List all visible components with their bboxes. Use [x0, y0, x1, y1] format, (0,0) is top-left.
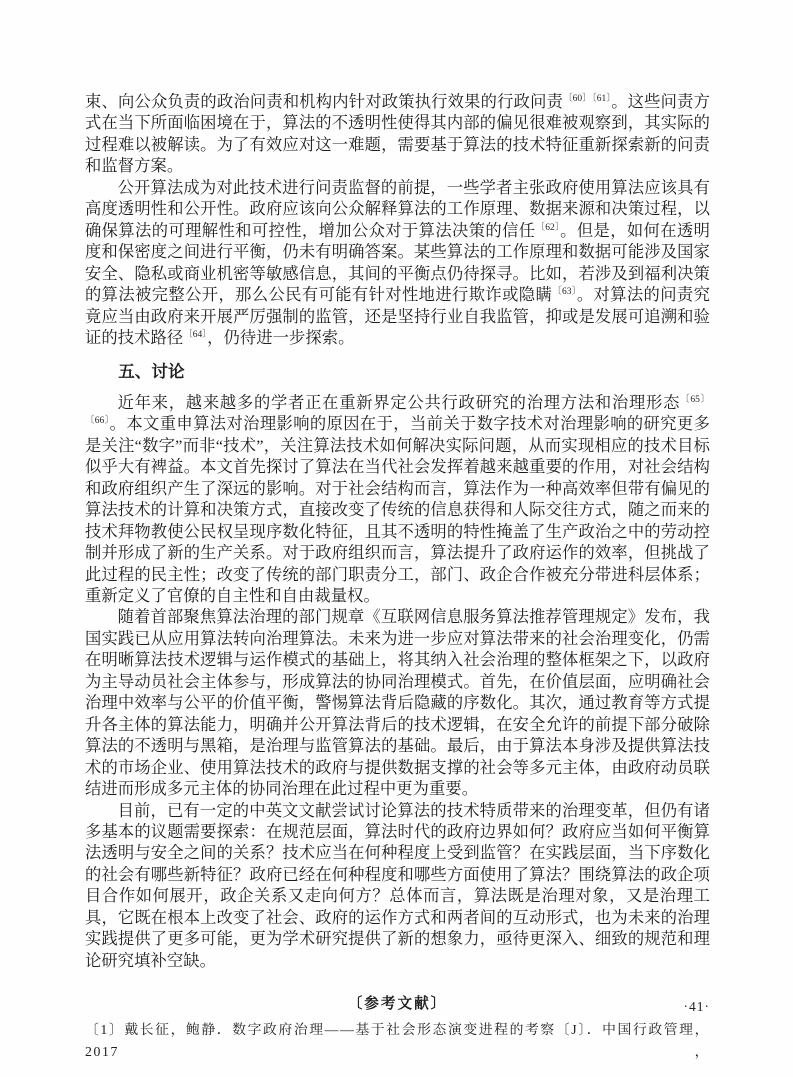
- citation-superscript: 〔62〕: [535, 222, 561, 233]
- references-heading: 〔参考文献〕: [347, 996, 448, 1013]
- body-paragraph: 束、向公众负责的政治问责和机构内针对政策执行效果的行政问责$^{〔60〕〔61〕}$。这些问责方式在当下所面临困境在于，算法的不透明性使得其内部的偏见很难被观察到，其实际的过程难以被解读。为了有效应对这一难题，需要基于算法的技术特征重新探索新的问责和监督方案。: [85, 92, 710, 176]
- citation-superscript: 〔65〕〔66〕: [85, 394, 710, 427]
- section-heading: 五、讨论: [118, 362, 185, 382]
- reference-entry: 〔1〕戴长征，鲍静．数字政府治理——基于社会形态演变进程的考察〔J〕．中国行政管理，2017，: [85, 1022, 710, 1060]
- document-body: [85, 91, 710, 1063]
- body-paragraph: 公开算法成为对此技术进行问责监督的前提，一些学者主张政府使用算法应该具有高度透明性和公开性。政府应该向公众解释算法的工作原理、数据来源和决策过程，以确保算法的可理解性和可控性，增加公众对于算法决策的信任$^{〔62〕}$。但是，如何在透明度和保密度之间进行平衡，仍未有明确答案。某些算法的工作原理和数据可能涉及国家安全、隐私或商业机密等敏感信息，其间的平衡点仍待探寻。比如，若涉及到福利决策的算法被完整公开，那么公民有可能有针对性地进行欺诈或隐瞒$^{〔63〕}$。对算法的问责究竟应当由政府来开展严厉强制的监管，还是坚持行业自我监管，抑或是发展可追溯和验证的技术路径$^{〔64〕}$，仍待进一步探索。: [85, 177, 710, 347]
- citation-superscript: 〔64〕: [183, 329, 208, 340]
- citation-superscript: 〔63〕: [552, 287, 577, 298]
- body-paragraph: 随着首部聚焦算法治理的部门规章《互联网信息服务算法推荐管理规定》发布，我国实践已从应用算法转向治理算法。未来为进一步应对算法带来的社会治理变化，仍需在明晰算法技术逻辑与运作模式的基础上，将其纳入社会治理的整体框架之下，以政府为主导动员社会主体参与，形成算法的协同治理模式。首先，在价值层面，应明确社会治理中效率与公平的价值平衡，警惕算法背后隐藏的序数化。其次，通过教育等方式提升各主体的算法能力，明确并公开算法背后的技术逻辑，在安全允许的前提下部分破除算法的不透明与黑箱，是治理与监管算法的基础。最后，由于算法本身涉及提供算法技术的市场企业、使用算法技术的政府与提供数据支撑的社会等多元主体，由政府动员联结进而形成多元主体的协同治理在此过程中更为重要。: [85, 607, 710, 799]
- citation-superscript: 〔60〕〔61〕: [563, 94, 612, 104]
- body-paragraph: 近年来，越来越多的学者正在重新界定公共行政研究的治理方法和治理形态$^{〔65〕〔66〕}$。本文重申算法对治理影响的原因在于，当前关于数字技术对治理影响的研究更多是关注“数字”而非“技术”，关注算法技术如何解决实际问题，从而实现相应的技术目标似乎大有裨益。本文首先探讨了算法在当代社会发挥着越来越重要的作用，对社会结构和政府组织产生了深远的影响。对于社会结构而言，算法作为一种高效率但带有偏见的算法技术的计算和决策方式，直接改变了传统的信息获得和人际交往方式，随之而来的技术拜物教使公民权呈现序数化特征，且其不透明的特性掩盖了生产政治之中的劳动控制并形成了新的生产关系。对于政府组织而言，算法提升了政府运作的效率，但挑战了此过程的民主性；改变了传统的部门职责分工，部门、政企合作被充分带进科层体系；重新定义了官僚的自主性和自由裁量权。: [85, 392, 710, 605]
- page-number: ·41·: [683, 999, 710, 1014]
- body-paragraph: 目前，已有一定的中英文文献尝试讨论算法的技术特质带来的治理变革，但仍有诸多基本的议题需要探索：在规范层面，算法时代的政府边界如何？政府应当如何平衡算法透明与安全之间的关系？技术应当在何种程度上受到监管？在实践层面，当下序数化的社会有哪些新特征？政府已经在何种程度和哪些方面使用了算法？围绕算法的政企项目合作如何展开，政企关系又走向何方？总体而言，算法既是治理对象，又是治理工具，它既在根本上改变了社会、政府的运作方式和两者间的互动形式，也为未来的治理实践提供了更多可能，更为学术研究提供了新的想象力，亟待更深入、细致的规范和理论研究填补空缺。: [85, 800, 710, 970]
